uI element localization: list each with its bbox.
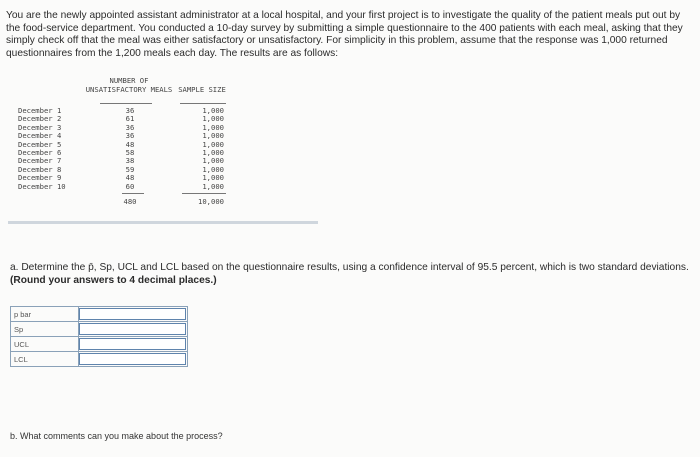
row-size: 1,000 (202, 147, 224, 157)
row-number: 61 (125, 114, 135, 124)
row-size: 1,000 (202, 173, 224, 183)
answer-label: Sp (11, 322, 79, 336)
question-a-text: a. Determine the p̄, Sp, UCL and LCL based on the questionnaire results, using a confidence interval of 95.5 percent, which is two standard deviations. (10, 262, 689, 273)
question-a (10, 262, 690, 287)
row-number: 48 (125, 173, 135, 183)
section-divider (8, 221, 318, 224)
row-size: 1,000 (202, 122, 224, 132)
row-size: 1,000 (202, 164, 224, 174)
total-line-size (182, 193, 226, 194)
row-size: 1,000 (202, 156, 224, 166)
row-number: 36 (125, 131, 135, 141)
answer-label: UCL (11, 337, 79, 351)
row-number: 58 (125, 147, 135, 157)
table-row (18, 165, 266, 173)
sp-input[interactable] (79, 323, 186, 335)
lcl-input[interactable] (79, 353, 186, 365)
header-underline-size (180, 103, 226, 104)
answer-label: LCL (11, 352, 79, 366)
header-unsatisfactory-meals: NUMBER OF UNSATISFACTORY MEALS (85, 76, 173, 94)
table-row (18, 156, 266, 164)
row-size: 1,000 (202, 139, 224, 149)
row-date: December 9 (18, 173, 62, 183)
row-size: 1,000 (202, 181, 224, 191)
row-size: 1,000 (202, 131, 224, 141)
row-size: 1,000 (202, 106, 224, 115)
answer-label: p bar (11, 307, 79, 321)
row-date: December 5 (18, 139, 62, 149)
table-row (18, 148, 266, 156)
pbar-input[interactable] (79, 308, 186, 320)
row-date: December 3 (18, 122, 62, 132)
table-row (18, 106, 266, 114)
row-date: December 4 (18, 131, 62, 141)
total-sample-size: 10,000 (198, 197, 224, 206)
row-date: December 7 (18, 156, 62, 166)
header-underline-number (100, 103, 152, 104)
question-b: b. What comments can you make about the process? (10, 431, 223, 441)
row-date: December 6 (18, 147, 62, 157)
ucl-input[interactable] (79, 338, 186, 350)
row-number: 60 (125, 181, 135, 191)
table-row (18, 140, 266, 148)
header-sample-size: SAMPLE SIZE (178, 85, 226, 94)
question-a-instruction: (Round your answers to 4 decimal places.) (10, 274, 217, 286)
row-number: 36 (125, 122, 135, 132)
row-number: 48 (125, 139, 135, 149)
row-size: 1,000 (202, 114, 224, 124)
table-row (18, 123, 266, 131)
table-rows (18, 106, 266, 190)
answer-row-lcl (11, 352, 187, 366)
answer-table (10, 306, 188, 367)
table-row (18, 131, 266, 139)
row-date: December 1 (18, 106, 62, 115)
row-number: 38 (125, 156, 135, 166)
answer-row-sp (11, 322, 187, 337)
row-date: December 10 (18, 181, 66, 191)
total-line-number (122, 193, 144, 194)
problem-intro: You are the newly appointed assistant administrator at a local hospital, and your first project is to investigate the quality of the patient meals put out by the food-service department. You conducted a 10-day survey by submitting a simple questionnaire to the 400 patients with each meal, asking that they simply check off that the meal was either satisfactory or unsatisfactory. For simplicity in this problem, assume that the response was 1,000 returned questionnaires from the 1,200 meals each day. The results are as follows: (6, 10, 683, 59)
row-date: December 8 (18, 164, 62, 174)
row-number: 59 (125, 164, 135, 174)
table-row (18, 173, 266, 181)
answer-row-pbar (11, 307, 187, 322)
total-unsatisfactory: 480 (123, 197, 137, 206)
row-date: December 2 (18, 114, 62, 124)
table-row (18, 182, 266, 190)
answer-row-ucl (11, 337, 187, 352)
table-row (18, 114, 266, 122)
row-number: 36 (125, 106, 135, 115)
